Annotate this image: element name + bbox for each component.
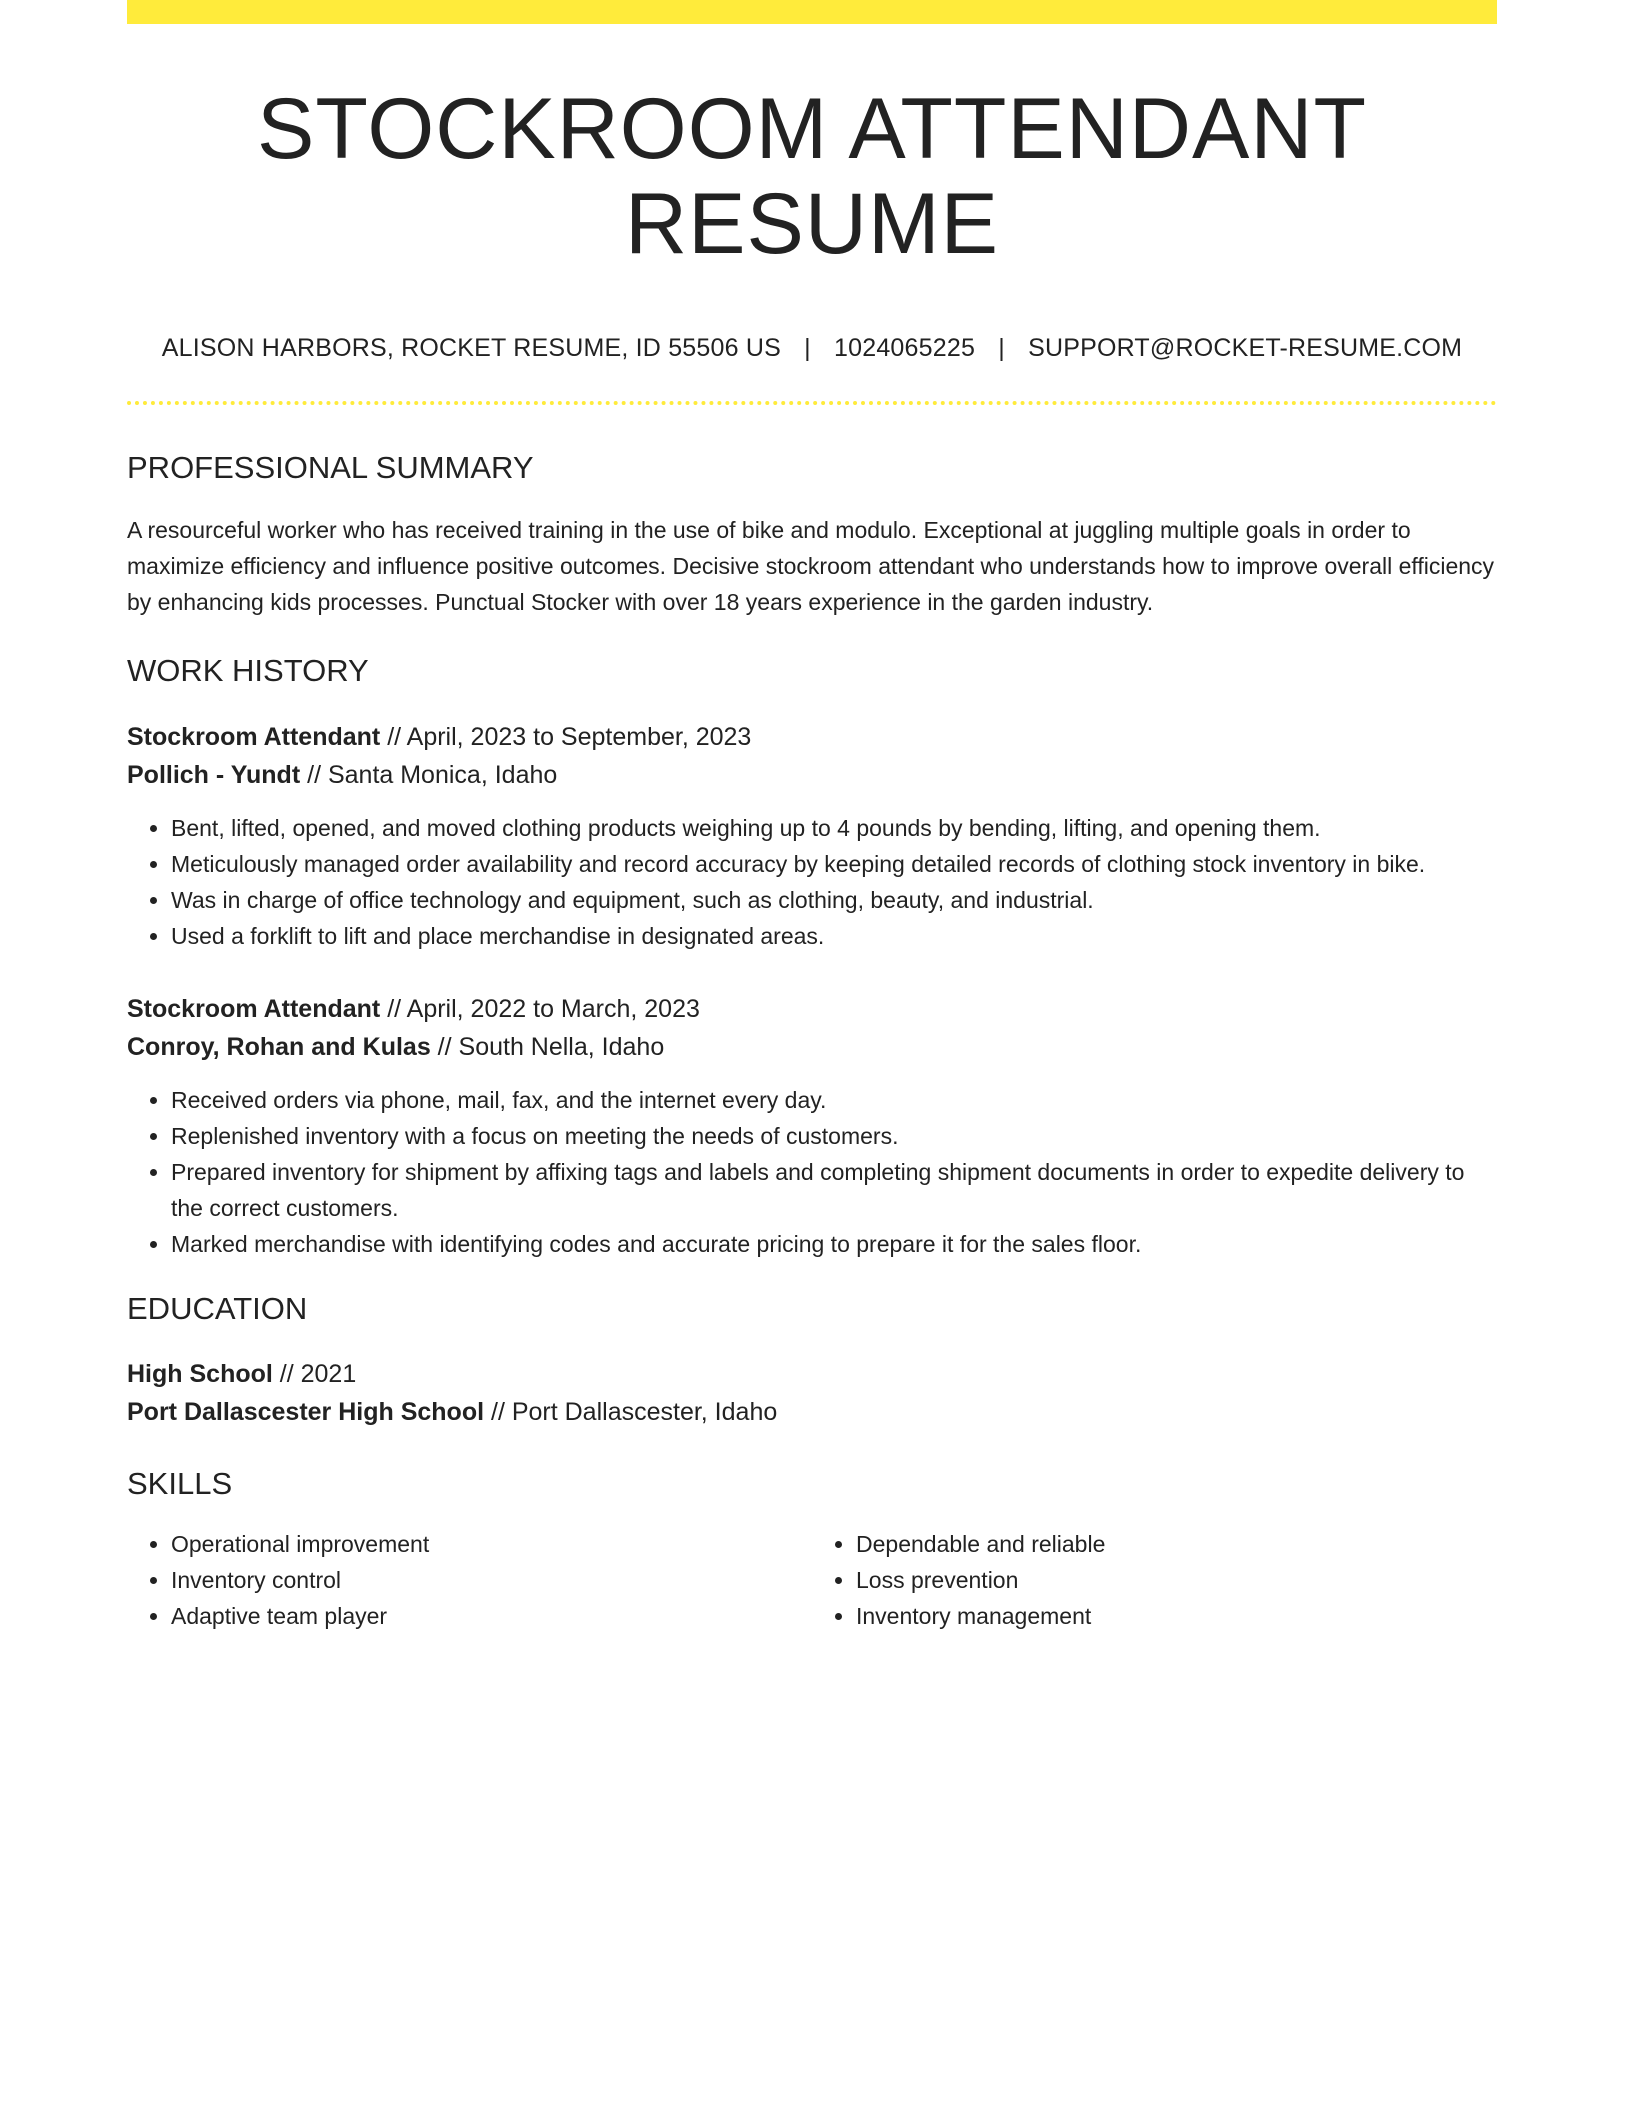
list-item: • Marked merchandise with identifying codes and accurate pricing to prepare it for the sales floor. <box>171 1226 1497 1262</box>
job-location: // Santa Monica, Idaho <box>300 760 558 789</box>
job-dates: // April, 2023 to September, 2023 <box>380 722 752 751</box>
accent-top-bar <box>127 0 1497 24</box>
education-school: Port Dallascester High School <box>127 1397 485 1426</box>
job-dates: // April, 2022 to March, 2023 <box>380 994 700 1023</box>
job-title-line <box>127 990 1497 1028</box>
education-year: // 2021 <box>272 1359 357 1388</box>
education-location: // Port Dallascester, Idaho <box>484 1397 778 1426</box>
skill-item: • Operational improvement <box>171 1526 812 1562</box>
job-location: // South Nella, Idaho <box>430 1032 665 1061</box>
education-entry <box>127 1355 1497 1431</box>
skills-left-list <box>127 1526 812 1634</box>
education-degree: High School <box>127 1359 273 1388</box>
job-company-line <box>127 1028 1497 1066</box>
education-heading: EDUCATION <box>127 1290 308 1326</box>
skill-item: • Loss prevention <box>856 1562 1497 1598</box>
job-entry <box>127 990 1497 1262</box>
contact-line <box>127 333 1497 363</box>
job-entry <box>127 718 1497 954</box>
contact-separator: | <box>998 334 1005 363</box>
list-item: • Received orders via phone, mail, fax, and the internet every day. <box>171 1082 1497 1118</box>
skills-columns <box>127 1526 1497 1634</box>
list-item: • Prepared inventory for shipment by affixing tags and labels and completing shipment documents in order to expedite delivery to the correct customers. <box>171 1154 1497 1226</box>
contact-phone: 1024065225 <box>834 334 976 363</box>
list-item: • Bent, lifted, opened, and moved clothing products weighing up to 4 pounds by bending, lifting, and opening them. <box>171 810 1497 846</box>
list-item: • Was in charge of office technology and equipment, such as clothing, beauty, and industrial. <box>171 882 1497 918</box>
skills-heading: SKILLS <box>127 1465 233 1501</box>
job-bullets <box>127 810 1497 954</box>
job-title: Stockroom Attendant <box>127 722 381 751</box>
contact-address: ALISON HARBORS, ROCKET RESUME, ID 55506 US <box>161 334 781 363</box>
job-company: Pollich - Yundt <box>127 760 301 789</box>
education-degree-line <box>127 1355 1497 1393</box>
skill-item: • Dependable and reliable <box>856 1526 1497 1562</box>
job-bullets <box>127 1082 1497 1262</box>
contact-email: SUPPORT@ROCKET-RESUME.COM <box>1028 334 1463 363</box>
skills-right-list <box>812 1526 1497 1634</box>
contact-separator: | <box>804 334 811 363</box>
summary-text: A resourceful worker who has received training in the use of bike and modulo. Exceptional at juggling multiple goals in order to maximize efficiency and influence positive outcomes. Decisive stockroom attendant who understands how to improve overall efficiency by enhancing kids processes. Punctual Stocker with over 18 years experience in the garden industry. <box>127 517 1495 616</box>
list-item: • Meticulously managed order availability and record accuracy by keeping detailed records of clothing stock inventory in bike. <box>171 846 1497 882</box>
summary-heading: PROFESSIONAL SUMMARY <box>127 450 534 486</box>
job-company: Conroy, Rohan and Kulas <box>127 1032 431 1061</box>
dotted-divider <box>127 401 1497 405</box>
list-item: • Replenished inventory with a focus on meeting the needs of customers. <box>171 1118 1497 1154</box>
skill-item: • Adaptive team player <box>171 1598 812 1634</box>
resume-page <box>127 0 1497 1634</box>
resume-title: STOCKROOM ATTENDANT RESUME <box>257 81 1367 272</box>
job-title: Stockroom Attendant <box>127 994 381 1023</box>
job-title-line <box>127 718 1497 756</box>
job-company-line <box>127 756 1497 794</box>
education-school-line <box>127 1393 1497 1431</box>
list-item: • Used a forklift to lift and place merchandise in designated areas. <box>171 918 1497 954</box>
work-history-heading: WORK HISTORY <box>127 653 369 689</box>
skill-item: • Inventory management <box>856 1598 1497 1634</box>
skill-item: • Inventory control <box>171 1562 812 1598</box>
